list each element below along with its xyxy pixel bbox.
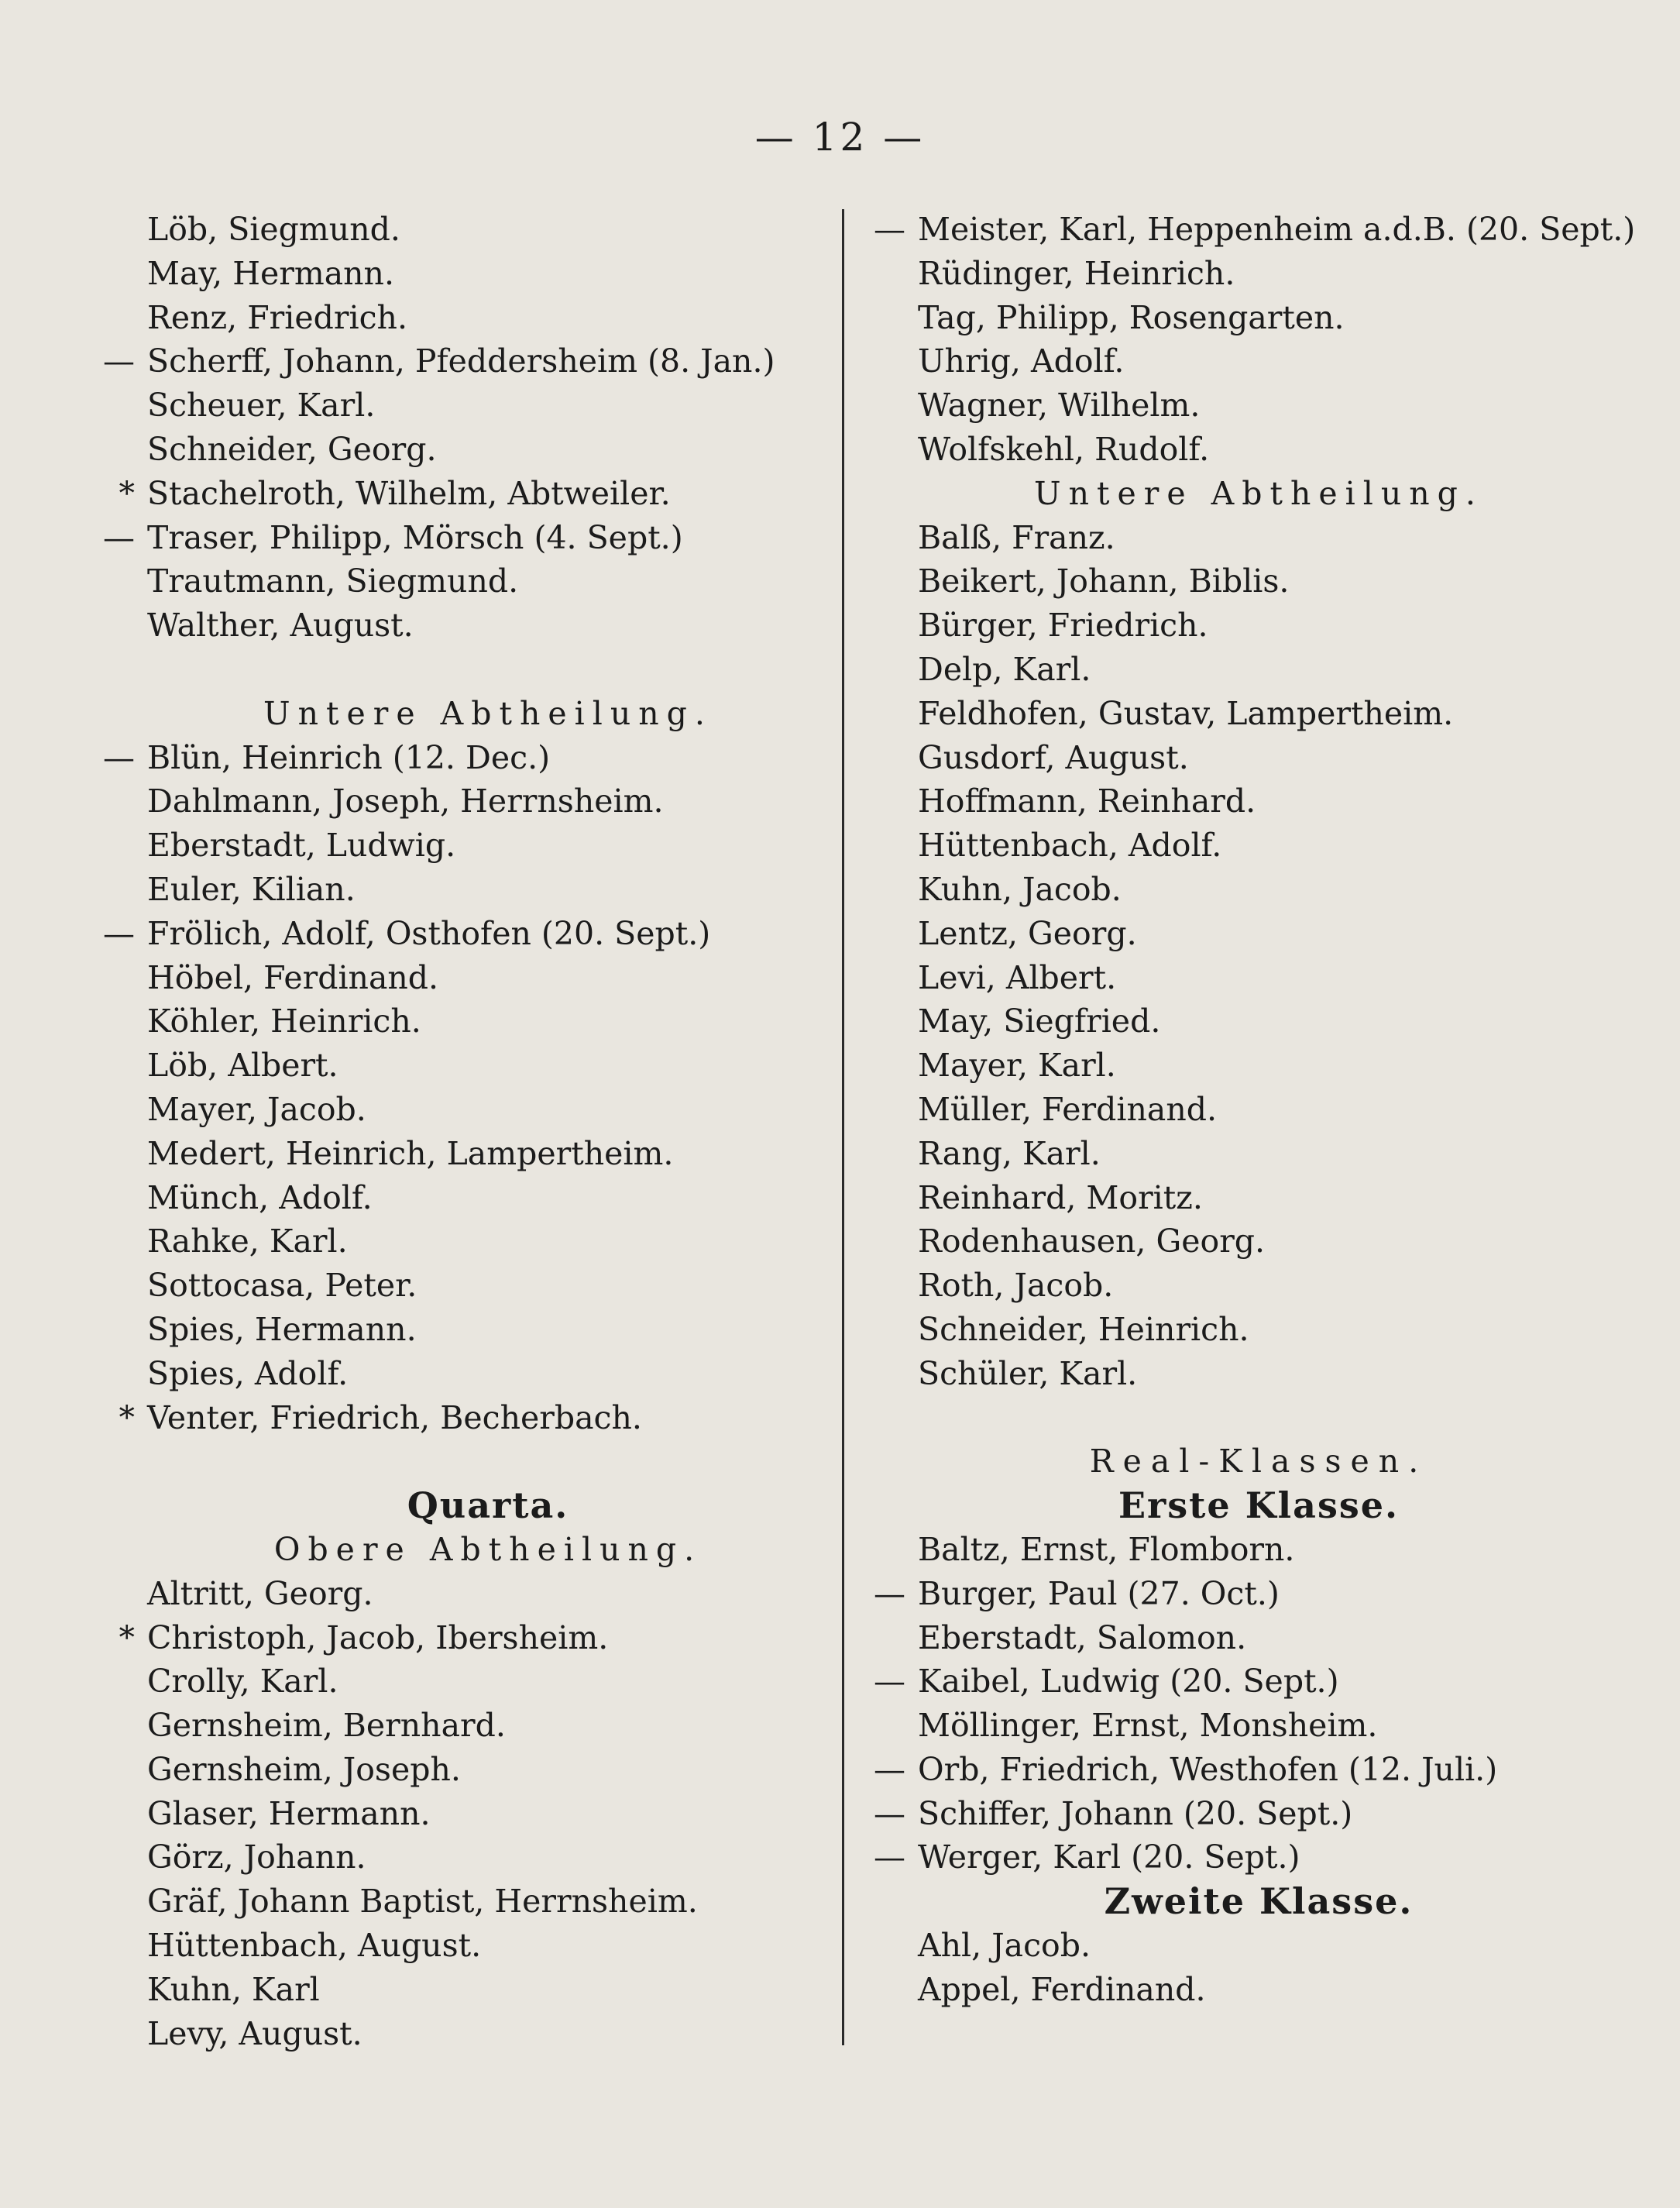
entry-name: Scheuer, Karl. xyxy=(147,387,376,425)
entry-mark: — xyxy=(103,518,135,556)
page-number: — 12 — xyxy=(754,115,926,160)
entry-name: Görz, Johann. xyxy=(147,1838,366,1876)
section-heading: Quarta. xyxy=(407,1484,569,1527)
student-entry xyxy=(119,1396,829,1440)
entry-name: Trautmann, Siegmund. xyxy=(147,562,519,600)
student-entry xyxy=(918,956,1599,1000)
entry-name: Löb, Siegmund. xyxy=(147,211,400,248)
column-divider xyxy=(842,209,844,2045)
entry-name: Rodenhausen, Georg. xyxy=(918,1223,1266,1260)
section-heading: Untere Abtheilung. xyxy=(263,694,713,732)
entry-name: Lentz, Georg. xyxy=(918,914,1137,952)
entry-name: Traser, Philipp, Mörsch (4. Sept.) xyxy=(147,518,683,556)
entry-name: Ahl, Jacob. xyxy=(918,1927,1091,1965)
entry-name: Reinhard, Moritz. xyxy=(918,1178,1203,1216)
entry-mark: — xyxy=(874,211,905,248)
student-entry xyxy=(918,559,1599,604)
section-heading: Untere Abtheilung. xyxy=(1034,474,1483,512)
student-entry xyxy=(147,1132,829,1176)
entry-name: Glaser, Hermann. xyxy=(147,1794,431,1832)
entry-name: Löb, Albert. xyxy=(147,1047,338,1085)
student-entry xyxy=(147,2012,829,2056)
entry-mark: — xyxy=(103,342,135,380)
entry-name: May, Siegfried. xyxy=(918,1003,1161,1040)
section-heading: Obere Abtheilung. xyxy=(273,1530,703,1568)
entry-name: Levi, Albert. xyxy=(918,958,1117,996)
student-entry xyxy=(147,1308,829,1352)
entry-name: Blün, Heinrich (12. Dec.) xyxy=(147,738,551,776)
student-entry xyxy=(147,779,829,824)
student-entry xyxy=(147,956,829,1000)
student-entry xyxy=(918,1044,1599,1088)
spacer xyxy=(918,1396,1599,1440)
student-entry xyxy=(147,1748,829,1792)
student-entry xyxy=(147,824,829,868)
entry-name: Altritt, Georg. xyxy=(147,1574,373,1612)
entry-name: Dahlmann, Joseph, Herrnsheim. xyxy=(147,782,664,820)
student-entry xyxy=(918,912,1599,956)
entry-name: Schiffer, Johann (20. Sept.) xyxy=(918,1794,1353,1832)
section-heading: Real-Klassen. xyxy=(1089,1443,1428,1481)
entry-name: Münch, Adolf. xyxy=(147,1178,373,1216)
entry-name: May, Hermann. xyxy=(147,254,394,292)
entry-name: Hoffmann, Reinhard. xyxy=(918,782,1256,820)
entry-mark: * xyxy=(119,1618,135,1656)
entry-name: Wagner, Wilhelm. xyxy=(918,387,1201,425)
student-entry xyxy=(147,428,829,472)
student-entry xyxy=(147,559,829,604)
student-entry xyxy=(918,999,1599,1044)
student-entry xyxy=(918,1264,1599,1308)
entry-name: Feldhofen, Gustav, Lampertheim. xyxy=(918,694,1454,732)
student-entry xyxy=(918,1088,1599,1132)
student-entry xyxy=(918,868,1599,912)
entry-mark: — xyxy=(103,738,135,776)
entry-name: Köhler, Heinrich. xyxy=(147,1003,421,1040)
section-heading: Zweite Klasse. xyxy=(1104,1880,1414,1923)
student-entry xyxy=(918,339,1599,383)
section-heading: Erste Klasse. xyxy=(1118,1484,1400,1527)
student-entry xyxy=(147,1924,829,1968)
student-entry xyxy=(918,428,1599,472)
student-entry xyxy=(918,1528,1599,1572)
entry-name: Möllinger, Ernst, Monsheim. xyxy=(918,1707,1378,1745)
student-entry xyxy=(874,1659,1599,1704)
student-entry xyxy=(147,1219,829,1264)
student-entry xyxy=(918,1924,1599,1968)
student-entry xyxy=(103,339,829,383)
student-entry xyxy=(147,1968,829,2012)
entry-name: Meister, Karl, Heppenheim a.d.B. (20. Sept.) xyxy=(918,211,1636,248)
entry-name: Stachelroth, Wilhelm, Abtweiler. xyxy=(147,474,671,512)
right-column xyxy=(874,208,1636,2012)
entry-mark: — xyxy=(874,1750,905,1788)
entry-mark: — xyxy=(874,1663,905,1701)
entry-name: Schneider, Georg. xyxy=(147,430,437,468)
student-entry xyxy=(147,383,829,428)
entry-mark: * xyxy=(119,474,135,512)
student-entry xyxy=(918,1352,1599,1396)
spacer xyxy=(147,1439,829,1484)
student-entry xyxy=(918,692,1599,736)
entry-mark: — xyxy=(103,914,135,952)
entry-name: Baltz, Ernst, Flomborn. xyxy=(918,1530,1295,1568)
student-entry xyxy=(147,252,829,296)
student-entry xyxy=(918,648,1599,692)
student-entry xyxy=(147,1088,829,1132)
entry-name: Scherff, Johann, Pfeddersheim (8. Jan.) xyxy=(147,342,775,380)
entry-name: Kaibel, Ludwig (20. Sept.) xyxy=(918,1663,1339,1701)
entry-name: Kuhn, Karl xyxy=(147,1970,320,2008)
entry-name: Burger, Paul (27. Oct.) xyxy=(918,1574,1280,1612)
student-entry xyxy=(918,736,1599,780)
student-entry xyxy=(147,1659,829,1704)
student-entry xyxy=(103,736,829,780)
entry-name: Kuhn, Jacob. xyxy=(918,870,1122,908)
entry-name: Gräf, Johann Baptist, Herrnsheim. xyxy=(147,1883,698,1921)
entry-name: Mayer, Karl. xyxy=(918,1047,1116,1085)
entry-name: Gernsheim, Joseph. xyxy=(147,1750,461,1788)
student-entry xyxy=(918,1968,1599,2012)
student-entry xyxy=(918,296,1599,340)
student-entry xyxy=(918,383,1599,428)
entry-name: Rahke, Karl. xyxy=(147,1223,348,1260)
entry-name: Gernsheim, Bernhard. xyxy=(147,1707,506,1745)
student-entry xyxy=(918,516,1599,560)
student-entry xyxy=(918,1616,1599,1660)
entry-mark: — xyxy=(874,1794,905,1832)
student-entry xyxy=(918,779,1599,824)
entry-name: Orb, Friedrich, Westhofen (12. Juli.) xyxy=(918,1750,1498,1788)
entry-name: Werger, Karl (20. Sept.) xyxy=(918,1838,1300,1876)
entry-name: Schüler, Karl. xyxy=(918,1354,1138,1392)
entry-name: Tag, Philipp, Rosengarten. xyxy=(918,298,1345,336)
entry-name: Levy, August. xyxy=(147,2014,362,2052)
entry-name: Renz, Friedrich. xyxy=(147,298,407,336)
entry-name: Schneider, Heinrich. xyxy=(918,1310,1249,1348)
student-entry xyxy=(147,1835,829,1880)
entry-name: Eberstadt, Ludwig. xyxy=(147,827,456,865)
entry-name: Eberstadt, Salomon. xyxy=(918,1618,1247,1656)
student-entry xyxy=(147,296,829,340)
student-entry xyxy=(147,1572,829,1616)
entry-mark: — xyxy=(874,1838,905,1876)
student-entry xyxy=(103,516,829,560)
student-entry xyxy=(103,912,829,956)
entry-name: Höbel, Ferdinand. xyxy=(147,958,439,996)
entry-name: Venter, Friedrich, Becherbach. xyxy=(147,1398,642,1436)
entry-name: Mayer, Jacob. xyxy=(147,1090,366,1128)
entry-name: Hüttenbach, August. xyxy=(147,1927,482,1965)
entry-name: Hüttenbach, Adolf. xyxy=(918,827,1222,865)
entry-name: Christoph, Jacob, Ibersheim. xyxy=(147,1618,609,1656)
student-entry xyxy=(918,604,1599,648)
student-entry xyxy=(918,1132,1599,1176)
entry-name: Balß, Franz. xyxy=(918,518,1115,556)
student-entry xyxy=(147,1352,829,1396)
student-entry xyxy=(147,999,829,1044)
left-column xyxy=(103,208,829,2055)
entry-name: Bürger, Friedrich. xyxy=(918,607,1208,645)
student-entry xyxy=(147,1264,829,1308)
entry-name: Sottocasa, Peter. xyxy=(147,1267,417,1305)
entry-name: Walther, August. xyxy=(147,607,414,645)
entry-name: Beikert, Johann, Biblis. xyxy=(918,562,1290,600)
student-entry xyxy=(147,1176,829,1220)
student-entry xyxy=(918,1176,1599,1220)
student-entry xyxy=(874,1572,1599,1616)
entry-name: Roth, Jacob. xyxy=(918,1267,1114,1305)
student-entry xyxy=(918,252,1599,296)
student-entry xyxy=(918,1219,1599,1264)
student-entry xyxy=(119,1616,829,1660)
student-entry xyxy=(119,472,829,516)
student-entry xyxy=(147,1704,829,1748)
student-entry xyxy=(147,1880,829,1924)
entry-name: Spies, Hermann. xyxy=(147,1310,417,1348)
student-entry xyxy=(147,868,829,912)
student-entry xyxy=(147,1792,829,1836)
student-entry xyxy=(147,604,829,648)
student-entry xyxy=(918,824,1599,868)
entry-name: Spies, Adolf. xyxy=(147,1354,349,1392)
entry-name: Medert, Heinrich, Lampertheim. xyxy=(147,1134,674,1172)
entry-name: Uhrig, Adolf. xyxy=(918,342,1125,380)
entry-mark: * xyxy=(119,1398,135,1436)
entry-mark: — xyxy=(874,1574,905,1612)
student-entry xyxy=(874,1792,1599,1836)
student-entry xyxy=(874,1748,1599,1792)
entry-name: Müller, Ferdinand. xyxy=(918,1090,1217,1128)
entry-name: Wolfskehl, Rudolf. xyxy=(918,430,1210,468)
entry-name: Appel, Ferdinand. xyxy=(918,1970,1206,2008)
entry-name: Delp, Karl. xyxy=(918,650,1091,688)
student-entry xyxy=(874,1835,1599,1880)
spacer xyxy=(147,648,829,692)
student-entry xyxy=(918,1704,1599,1748)
entry-name: Frölich, Adolf, Osthofen (20. Sept.) xyxy=(147,914,711,952)
student-entry xyxy=(147,208,829,252)
entry-name: Euler, Kilian. xyxy=(147,870,356,908)
entry-name: Crolly, Karl. xyxy=(147,1663,338,1701)
entry-name: Rang, Karl. xyxy=(918,1134,1101,1172)
student-entry xyxy=(918,1308,1599,1352)
student-entry xyxy=(874,208,1636,252)
entry-name: Gusdorf, August. xyxy=(918,738,1189,776)
entry-name: Rüdinger, Heinrich. xyxy=(918,254,1235,292)
student-entry xyxy=(147,1044,829,1088)
